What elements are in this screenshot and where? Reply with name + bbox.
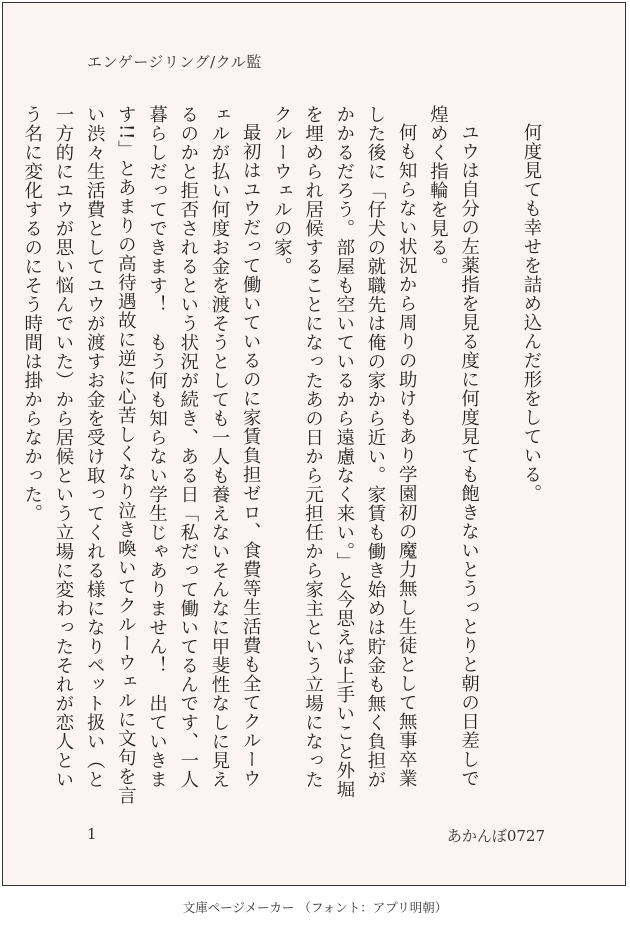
- paragraph-1: 何度見ても幸せを詰め込んだ形をしている。: [521, 123, 542, 504]
- author-name: あかんぼ0727: [446, 827, 545, 845]
- vertical-body-text: [21, 105, 547, 805]
- blank-line: [485, 105, 516, 805]
- page-number: 1: [87, 825, 97, 843]
- book-page: [2, 2, 626, 886]
- paragraph-4: 最初はユウだって働いているのに家賃負担ゼロ、食費等生活費も全てクルーウェルが払い何度お金を渡そうとしても一人も養えないそんなに甲斐性なしに見えるのかと拒否されるという状況が続き、ある日「私だって働いてるんです、一人暮らしだってできます！ もう何も知らない学生じゃありません！ 出ていきます!!」とあまりの高待遇故に逆に心苦しくなり泣き喚いてクルーウェルに文句を言い渋々生活費としてユウが渡すお金を受け取ってくれる様になりペット扱い（と一方的にユウが思い悩んでいた）から居候という立場に変わったそれが恋人という名に変化するのにそう時間は掛からなかった。: [21, 105, 262, 805]
- paragraph-2: ユウは自分の左薬指を見る度に何度見ても飽きないとうっとりと朝の日差しで煌めく指輪を見る。: [427, 105, 480, 789]
- page-header-title: エンゲージリング/クル監: [87, 53, 262, 71]
- generator-caption: 文庫ページメーカー （フォント：アプリ明朝）: [182, 900, 448, 915]
- paragraph-3: 何も知らない状況から周りの助けもあり学園初の魔力無し生徒として無事卒業した後に「仔犬の就職先は俺の家から近い。家賃も働き始めは貯金も無く負担がかかるだろう。部屋も空いているから遠慮なく来い。」と今思えば上手いこと外堀を埋められ居候することになったあの日から元担任から家主という立場になったクルーウェルの家。: [271, 105, 418, 799]
